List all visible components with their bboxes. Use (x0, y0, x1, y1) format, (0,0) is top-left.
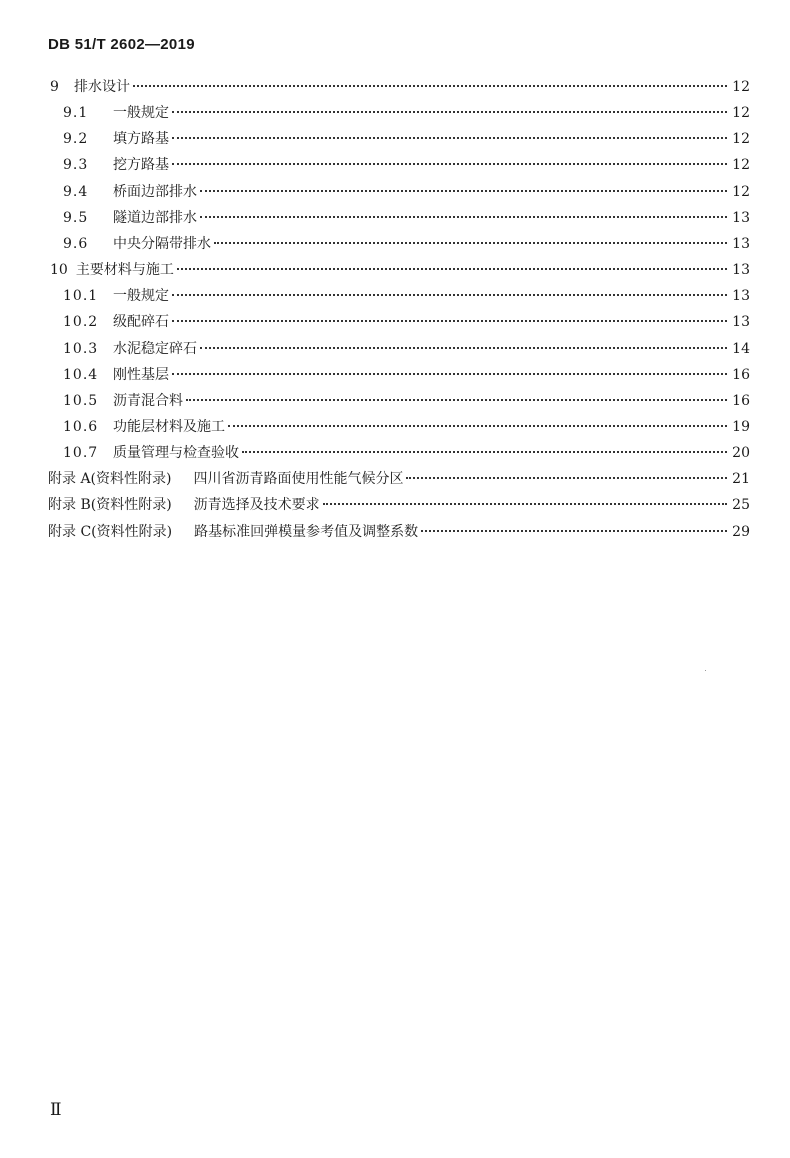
dot-leader (172, 137, 727, 139)
toc-entry-number: 10.4 (63, 366, 99, 383)
toc-entry-page: 16 (732, 366, 750, 383)
scan-speck (705, 670, 706, 671)
dot-leader (421, 530, 727, 532)
dot-leader (172, 163, 727, 165)
toc-entry[interactable] (63, 336, 750, 362)
toc-entry[interactable] (63, 414, 750, 440)
toc-entry-title: 刚性基层 (113, 366, 169, 383)
toc-entry[interactable] (48, 519, 750, 545)
toc-entry[interactable] (63, 231, 750, 257)
dot-leader (177, 268, 727, 270)
toc-entry[interactable] (50, 257, 750, 283)
toc-entry-page: 13 (732, 262, 750, 279)
toc-entry[interactable] (63, 152, 750, 178)
dot-leader (242, 451, 727, 453)
toc-entry-page: 13 (732, 235, 750, 252)
toc-entry-page: 12 (732, 131, 750, 148)
toc-entry-title: 一般规定 (113, 105, 169, 122)
toc-entry-title: 功能层材料及施工 (113, 418, 225, 435)
toc-entry[interactable] (48, 466, 750, 492)
dot-leader (172, 373, 727, 375)
toc-entry-title: 隧道边部排水 (113, 209, 197, 226)
toc-entry-number: 附录 A(资料性附录) (48, 471, 172, 488)
toc-entry-number: 附录 C(资料性附录) (48, 523, 173, 540)
toc-entry[interactable] (48, 492, 750, 518)
dot-leader (172, 320, 727, 322)
toc-entry-title: 填方路基 (113, 131, 169, 148)
dot-leader (172, 111, 727, 113)
toc-entry-number: 10.5 (63, 392, 99, 409)
page-number: Ⅱ (50, 1100, 62, 1120)
dot-leader (186, 399, 727, 401)
toc-entry-number: 9.5 (63, 209, 89, 226)
toc-entry-title: 路基标准回弹模量参考值及调整系数 (194, 523, 419, 540)
toc-entry-page: 25 (732, 497, 750, 514)
toc-entry-title: 质量管理与检查验收 (113, 445, 239, 462)
toc-entry-number: 附录 B(资料性附录) (48, 497, 172, 514)
toc-entry-title: 主要材料与施工 (75, 262, 174, 279)
toc-entry-title: 沥青选择及技术要求 (193, 497, 320, 514)
dot-leader (133, 85, 727, 87)
toc-entry-number: 10.1 (63, 288, 99, 305)
toc-entry-number: 9 (50, 79, 59, 95)
toc-entry[interactable] (63, 440, 750, 466)
dot-leader (228, 425, 727, 427)
toc-entry-number: 9.1 (63, 105, 89, 122)
toc-entry-number: 10.2 (63, 314, 99, 331)
toc-entry-number: 9.2 (63, 131, 89, 148)
dot-leader (200, 216, 727, 218)
dot-leader (323, 503, 728, 505)
toc-entry[interactable] (50, 74, 750, 100)
toc-entry[interactable] (63, 309, 750, 335)
dot-leader (200, 347, 727, 349)
toc-entry-title: 中央分隔带排水 (113, 235, 211, 252)
toc-entry-number: 9.4 (63, 183, 89, 200)
toc-entry-title: 桥面边部排水 (113, 183, 197, 200)
toc-entry-page: 12 (732, 105, 750, 122)
toc-entry-title: 一般规定 (113, 288, 169, 305)
toc-entry-page: 16 (732, 392, 750, 409)
toc-entry-title: 沥青混合料 (113, 392, 183, 409)
toc-entry-page: 21 (732, 471, 750, 488)
toc-entry[interactable] (63, 205, 750, 231)
toc-entry-title: 挖方路基 (113, 157, 169, 174)
document-code: DB 51/T 2602—2019 (48, 36, 195, 53)
toc-entry-number: 10.3 (63, 340, 99, 357)
toc-entry-title: 水泥稳定碎石 (113, 340, 197, 357)
toc-entry-number: 9.3 (63, 157, 89, 174)
toc-entry[interactable] (63, 388, 750, 414)
toc-entry-page: 20 (732, 445, 750, 462)
toc-entry-page: 12 (732, 183, 750, 200)
toc-entry[interactable] (63, 126, 750, 152)
toc-entry[interactable] (63, 362, 750, 388)
toc-entry-page: 13 (732, 314, 750, 331)
dot-leader (406, 477, 727, 479)
toc-entry-title: 级配碎石 (113, 314, 169, 331)
toc-entry-page: 29 (732, 523, 750, 540)
dot-leader (200, 190, 727, 192)
toc-entry[interactable] (63, 100, 750, 126)
toc-entry-page: 12 (732, 79, 750, 95)
toc-entry-number: 10 (50, 262, 68, 279)
toc-entry-page: 14 (732, 340, 750, 357)
toc-entry[interactable] (63, 179, 750, 205)
toc-entry-page: 13 (732, 209, 750, 226)
dot-leader (214, 242, 727, 244)
dot-leader (172, 294, 727, 296)
toc-entry-title: 排水设计 (74, 79, 130, 95)
toc-entry-page: 12 (732, 157, 750, 174)
toc-entry-number: 9.6 (63, 235, 89, 252)
toc-entry-number: 10.6 (63, 418, 99, 435)
toc-entry-title: 四川省沥青路面使用性能气候分区 (193, 471, 404, 488)
toc-entry[interactable] (63, 283, 750, 309)
toc-entry-page: 19 (732, 418, 750, 435)
toc-entry-number: 10.7 (63, 445, 99, 462)
toc-entry-page: 13 (732, 288, 750, 305)
